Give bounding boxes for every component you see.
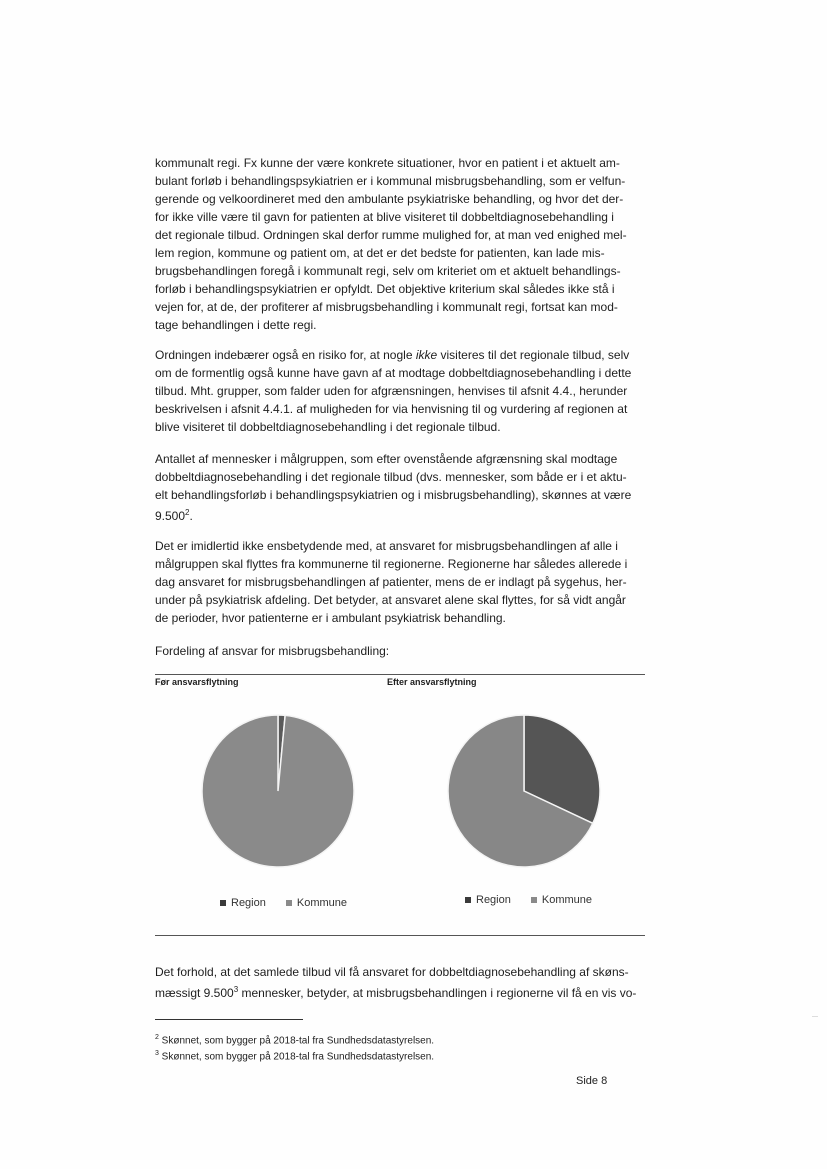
paragraph-1 (155, 154, 645, 334)
paragraph-line: beskrivelsen i afsnit 4.4.1. af muligheden for via henvisning til og vurdering af regionen at (155, 402, 628, 416)
paragraph-line (155, 504, 645, 525)
footnote-separator (155, 1019, 303, 1020)
paragraph-line: lem region, kommune og patient om, at det er det bedste for patienten, kan lade mis- (155, 246, 605, 260)
paragraph-line: målgruppen skal flyttes fra kommunerne til regionerne. Regionerne har således allerede i (155, 557, 628, 571)
paragraph-line (155, 346, 645, 364)
paragraph-line: Det forhold, at det samlede tilbud vil få ansvaret for dobbeltdiagnosebehandling af skøns- (155, 965, 629, 979)
paragraph-line: vejen for, at de, der profiterer af misbrugsbehandling i kommunalt regi, fortsat kan mod- (155, 300, 618, 314)
chart-title-before: Før ansvarsflytning (155, 677, 239, 687)
paragraph-text: . (189, 509, 193, 523)
paragraph-line: elt behandlingsforløb i behandlingspsykiatrien og i misbrugsbehandling), skønnes at være (155, 488, 632, 502)
legend-swatch-kommune (286, 900, 292, 906)
paragraph-line: for ikke ville være til gavn for patienten at blive visiteret til dobbeltdiagnosebehandling i (155, 210, 614, 224)
paragraph-line: forløb i behandlingspsykiatrien er opfyldt. Det objektive kriterium skal således ikke stå i (155, 282, 615, 296)
footnote-mark: 2 (155, 1034, 159, 1041)
paragraph-text: mennesker, betyder, at misbrugsbehandlingen i regionerne vil få en vis vo- (238, 986, 637, 1000)
paragraph-line: under på psykiatrisk afdeling. Det betyder, at ansvaret alene skal flyttes, for så vidt angår (155, 593, 626, 607)
paragraph-text: 9.500 (155, 509, 186, 523)
paragraph-line: tilbud. Mht. grupper, som falder uden for afgrænsningen, henvises til afsnit 4.4., herunder (155, 384, 628, 398)
paragraph-line: brugsbehandlingen foregå i kommunalt regi, selv om kriteriet om et aktuelt behandlings- (155, 264, 621, 278)
legend-label-region: Region (476, 894, 511, 906)
footnote-3 (155, 1047, 434, 1064)
paragraph-line: det regionale tilbud. Ordningen skal derfor rumme mulighed for, at man ved enighed mel- (155, 228, 627, 242)
paragraph-3 (155, 450, 645, 525)
footnote-mark: 3 (155, 1050, 159, 1057)
paragraph-line (155, 981, 645, 1002)
legend-swatch-kommune (531, 897, 537, 903)
paragraph-line: dobbeltdiagnosebehandling i det regionale tilbud (dvs. mennesker, som både er i et aktu- (155, 470, 627, 484)
pie-slice-kommune (202, 715, 354, 867)
figure-bottom-rule (155, 935, 645, 936)
paragraph-4 (155, 537, 645, 627)
scan-artifact (812, 1016, 818, 1017)
emphasis-text: ikke (415, 348, 438, 362)
legend-label-kommune: Kommune (541, 894, 592, 906)
paragraph-line: blive visiteret til dobbeltdiagnosebehandling i det regionale tilbud. (155, 420, 501, 434)
legend-label-kommune: Kommune (296, 897, 347, 909)
legend-before (220, 897, 347, 909)
pie-chart-before (200, 713, 356, 869)
paragraph-line: de perioder, hvor patienterne er i ambulant psykiatrisk behandling. (155, 611, 506, 625)
paragraph-line: Antallet af mennesker i målgruppen, som efter ovenstående afgrænsning skal modtage (155, 452, 618, 466)
chart-title-after: Efter ansvarsflytning (387, 677, 477, 687)
paragraph-line: dag ansvaret for misbrugsbehandlingen af patienter, mens de er indlagt på sygehus, her- (155, 575, 627, 589)
paragraph-text: mæssigt 9.500 (155, 986, 234, 1000)
figure-caption: Fordeling af ansvar for misbrugsbehandling: (155, 644, 390, 658)
paragraph-text: visiteres til det regionale tilbud, selv (437, 348, 630, 362)
legend-swatch-region (465, 897, 471, 903)
footnote-2 (155, 1031, 434, 1048)
paragraph-line: bulant forløb i behandlingspsykiatrien er i kommunal misbrugsbehandling, som er velfun- (155, 174, 626, 188)
footnote-text: Skønnet, som bygger på 2018-tal fra Sundhedsdatastyrelsen. (158, 1051, 435, 1063)
figure-top-rule (155, 674, 645, 675)
legend-label-region: Region (231, 897, 266, 909)
closing-paragraph (155, 963, 645, 1002)
paragraph-line: tage behandlingen i dette regi. (155, 318, 317, 332)
paragraph-2 (155, 346, 645, 436)
pie-chart-after (446, 713, 602, 869)
legend-swatch-region (220, 900, 226, 906)
legend-after (465, 894, 592, 906)
paragraph-line: Det er imidlertid ikke ensbetydende med, at ansvaret for misbrugsbehandlingen af alle i (155, 539, 618, 553)
paragraph-line: kommunalt regi. Fx kunne der være konkrete situationer, hvor en patient i et aktuelt am- (155, 156, 620, 170)
footnote-text: Skønnet, som bygger på 2018-tal fra Sundhedsdatastyrelsen. (158, 1035, 435, 1047)
paragraph-line: gerende og velkoordineret med den ambulante psykiatriske behandling, og hvor det der- (155, 192, 624, 206)
footnote-ref[interactable]: 2 (185, 508, 190, 517)
footnote-ref[interactable]: 3 (233, 985, 239, 994)
paragraph-text: Ordningen indebærer også en risiko for, at nogle (155, 348, 416, 362)
paragraph-line: om de formentlig også kunne have gavn af at modtage dobbeltdiagnosebehandling i dette (155, 366, 632, 380)
page-number: Side 8 (576, 1075, 608, 1087)
